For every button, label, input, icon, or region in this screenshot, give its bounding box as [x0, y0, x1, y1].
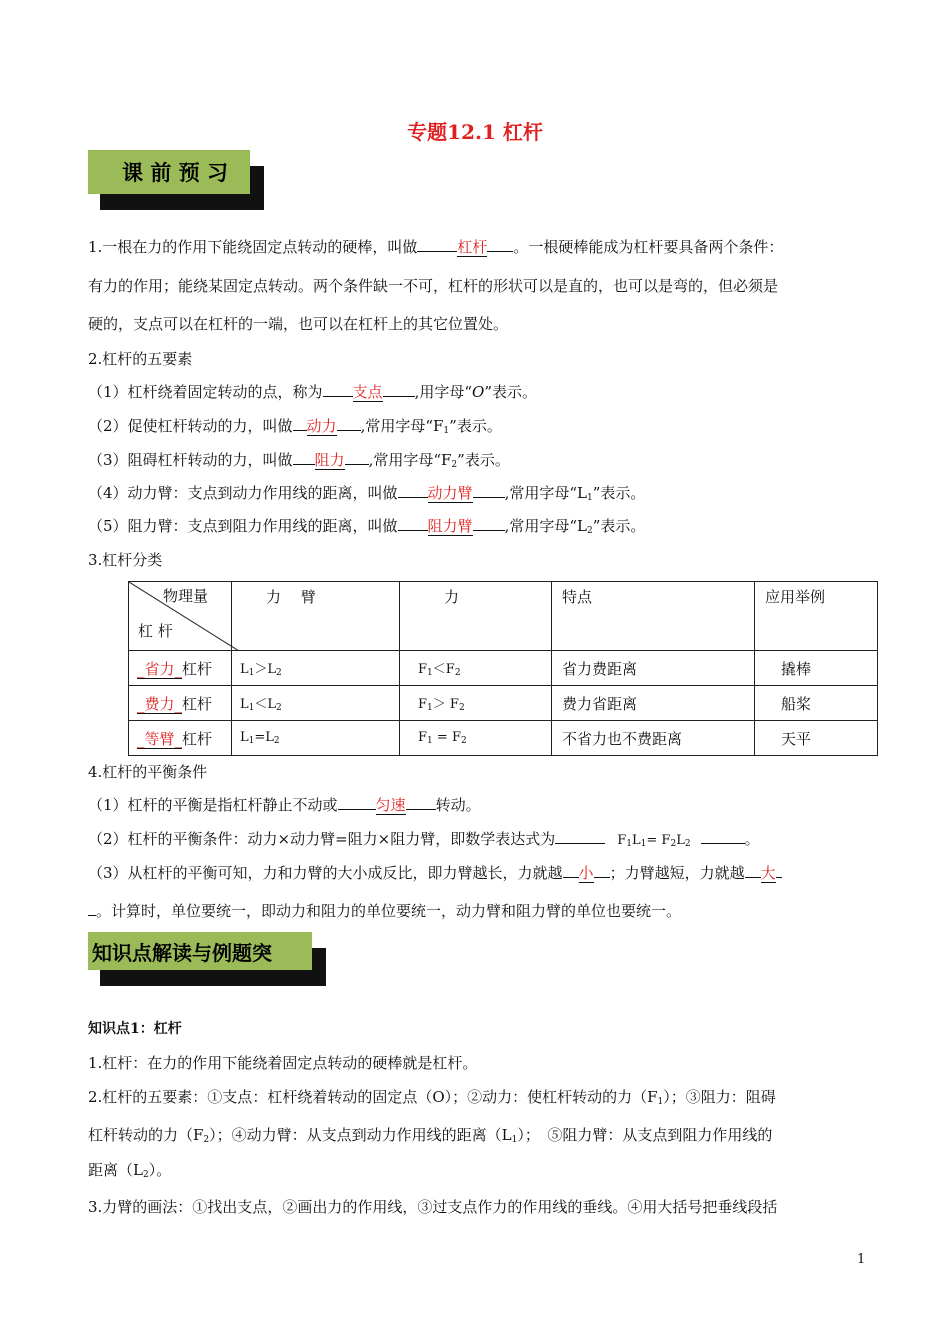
symbol: O	[472, 383, 485, 401]
type-cell: _等臂_杠杆	[129, 721, 232, 756]
table-header-row	[129, 582, 878, 651]
text: ,常用字母“L	[504, 517, 587, 535]
text: 1.一根在力的作用下能绕固定点转动的硬棒，叫做	[88, 238, 418, 256]
example-cell: 船桨	[755, 686, 878, 721]
k1-line1: 1.杠杆：在力的作用下能绕着固定点转动的硬棒就是杠杆。	[88, 1054, 478, 1072]
banner-label: 知识点解读与例题突	[92, 940, 272, 965]
text: 2.杠杆的五要素：①支点：杠杆绕着转动的固定点（O）；②动力：使杠杆转动的力（F	[88, 1088, 658, 1106]
arm-cell: $L_1<L_2$	[232, 686, 400, 721]
force-cell: $F_1 = F_2$	[400, 721, 552, 756]
answer: 动力	[306, 417, 337, 435]
subscript: 2	[451, 460, 458, 470]
text: （3）从杠杆的平衡可知，力和力臂的大小成反比，即力臂越长，力就越	[88, 864, 563, 882]
p1-line3: 硬的，支点可以在杠杆的一端，也可以在杠杆上的其它位置处。	[88, 315, 509, 333]
header-example: 应用举例	[755, 582, 878, 651]
symbol: L	[267, 662, 277, 677]
operator: = F	[646, 833, 671, 848]
type-cell: _省力_杠杆	[129, 651, 232, 686]
force-cell: $F_1<F_2$	[400, 651, 552, 686]
text: ”表示。	[457, 451, 510, 469]
text: 。计算时，单位要统一，即动力和阻力的单位要统一，动力臂和阻力臂的单位也要统一。	[96, 902, 682, 920]
answer: 动力臂	[427, 484, 473, 502]
symbol: F	[418, 697, 428, 712]
text: （1）杠杆的平衡是指杠杆静止不动或	[88, 796, 338, 814]
p4-line1	[88, 795, 481, 815]
k1-line5: 3.力臂的画法：①找出支点，②画出力的作用线，③过支点作力的作用线的垂线。④用大括号把垂线段括	[88, 1198, 778, 1216]
symbol: L	[267, 697, 277, 712]
k1-line4	[88, 1160, 171, 1185]
p2-item-2	[88, 416, 502, 441]
table-row	[129, 686, 878, 721]
page-number: 1	[857, 1252, 866, 1267]
table-row	[129, 721, 878, 756]
text: （3）阻碍杠杆转动的力，叫做	[88, 451, 293, 469]
symbol: L	[632, 833, 641, 848]
answer: 杠杆	[457, 238, 488, 256]
text: 。一根硬棒能成为杠杆要具备两个条件：	[513, 238, 784, 256]
symbol: F	[418, 662, 428, 677]
text: ”表示。	[592, 517, 646, 535]
operator: ＜	[254, 697, 268, 712]
text: （2）促使杠杆转动的力，叫做	[88, 417, 293, 435]
feature-cell: 省力费距离	[552, 651, 755, 686]
type-cell: _费力_杠杆	[129, 686, 232, 721]
diag-top-label: 物理量	[163, 587, 209, 605]
text: 距离（L	[88, 1161, 143, 1179]
p1-line2: 有力的作用；能绕某固定点转动。两个条件缺一不可，杠杆的形状可以是直的，也可以是弯的，但必须是	[88, 277, 779, 295]
symbol: F	[445, 662, 455, 677]
operator: ＞	[432, 697, 450, 712]
answer: 小	[578, 864, 594, 882]
operator: =	[254, 730, 266, 745]
banner-box	[88, 932, 312, 970]
force-cell: $F_1> F_2$	[400, 686, 552, 721]
p3-heading: 3.杠杆分类	[88, 551, 163, 569]
text: （5）阻力臂：支点到阻力作用线的距离，叫做	[88, 517, 398, 535]
subscript: 1	[657, 1097, 664, 1107]
k1-line3	[88, 1125, 772, 1150]
p2-item-5	[88, 516, 645, 541]
symbol: F	[449, 697, 459, 712]
text: ,常用字母“F	[368, 451, 452, 469]
subscript: 2	[203, 1135, 210, 1145]
answer: 等臂	[144, 729, 175, 748]
subscript: 1	[511, 1135, 518, 1145]
operator: =	[432, 730, 452, 745]
operator: ＞	[254, 662, 268, 677]
p2-item-1	[88, 382, 537, 402]
p2-item-3	[88, 450, 510, 475]
operator: ＜	[432, 662, 446, 677]
header-feature: 特点	[552, 582, 755, 651]
k1-line2	[88, 1087, 776, 1112]
text: 杠杆	[182, 659, 213, 678]
p2-item-4	[88, 483, 645, 508]
table-row	[129, 651, 878, 686]
p2-heading: 2.杠杆的五要素	[88, 350, 193, 368]
p4-heading: 4.杠杆的平衡条件	[88, 763, 208, 781]
diag-bottom-label: 杠 杆	[138, 622, 173, 640]
text: （1）杠杆绕着固定转动的点，称为	[88, 383, 323, 401]
example-cell: 天平	[755, 721, 878, 756]
feature-cell: 不省力也不费距离	[552, 721, 755, 756]
header-force: 力	[400, 582, 552, 651]
text: 。	[744, 830, 760, 848]
subscript: 1	[586, 493, 593, 503]
text: ”表示。	[484, 383, 537, 401]
page-title: 专题12.1 杠杆	[407, 120, 543, 144]
answer: 省力	[144, 659, 175, 678]
text: ”表示。	[592, 484, 646, 502]
answer: 阻力臂	[427, 517, 473, 535]
text: ,常用字母“L	[504, 484, 587, 502]
subscript: 2	[142, 1170, 149, 1180]
text: ）； ⑤阻力臂：从支点到阻力作用线的	[517, 1126, 773, 1144]
answer: 匀速	[375, 796, 406, 814]
text: ”表示。	[449, 417, 502, 435]
answer: 费力	[144, 694, 175, 713]
lever-classification-table	[128, 581, 878, 756]
text: ,用字母“	[414, 383, 472, 401]
text: （2）杠杆的平衡条件：动力×动力臂=阻力×阻力臂，即数学表达式为	[88, 830, 556, 848]
symbol: L	[240, 730, 249, 745]
text: 杠杆	[182, 694, 213, 713]
arm-cell: $L_1>L_2$	[232, 651, 400, 686]
text: 转动。	[435, 796, 481, 814]
subscript: 2	[586, 526, 593, 536]
p4-line3	[88, 863, 782, 883]
text: （4）动力臂：支点到动力作用线的距离，叫做	[88, 484, 398, 502]
text: ,常用字母“F	[360, 417, 444, 435]
header-arm: 力 臂	[232, 582, 400, 651]
symbol: F	[418, 730, 428, 745]
answer: 阻力	[314, 451, 345, 469]
text: 杠杆	[182, 729, 213, 748]
symbol: L	[240, 662, 249, 677]
banner-box	[88, 150, 250, 194]
text: ；力臂越短，力就越	[609, 864, 745, 882]
text: 杠杆转动的力（F	[88, 1126, 204, 1144]
feature-cell: 费力省距离	[552, 686, 755, 721]
subscript: 1	[443, 426, 450, 436]
symbol: F	[617, 833, 627, 848]
symbol: L	[676, 833, 685, 848]
text: ）；④动力臂：从支点到动力作用线的距离（L	[209, 1126, 512, 1144]
k1-heading: 知识点1：杠杆	[88, 1021, 182, 1037]
example-cell: 撬棒	[755, 651, 878, 686]
answer: 大	[760, 864, 776, 882]
p4-line2: （2）杠杆的平衡条件：动力×动力臂=阻力×阻力臂，即数学表达式为 $F_1L_1= F_2L_2$ 。	[88, 830, 760, 849]
arm-cell: $L_1=L_2$	[232, 721, 400, 756]
p1-line1	[88, 237, 783, 257]
symbol: L	[265, 730, 274, 745]
symbol: F	[451, 730, 461, 745]
banner-label: 课 前 预 习	[122, 160, 228, 185]
text: ）。	[148, 1161, 172, 1179]
text: ）；③阻力：阻碍	[663, 1088, 776, 1106]
diagonal-header-cell	[129, 582, 232, 651]
answer: 支点	[352, 383, 383, 401]
p4-line4	[88, 901, 681, 921]
symbol: L	[240, 697, 249, 712]
